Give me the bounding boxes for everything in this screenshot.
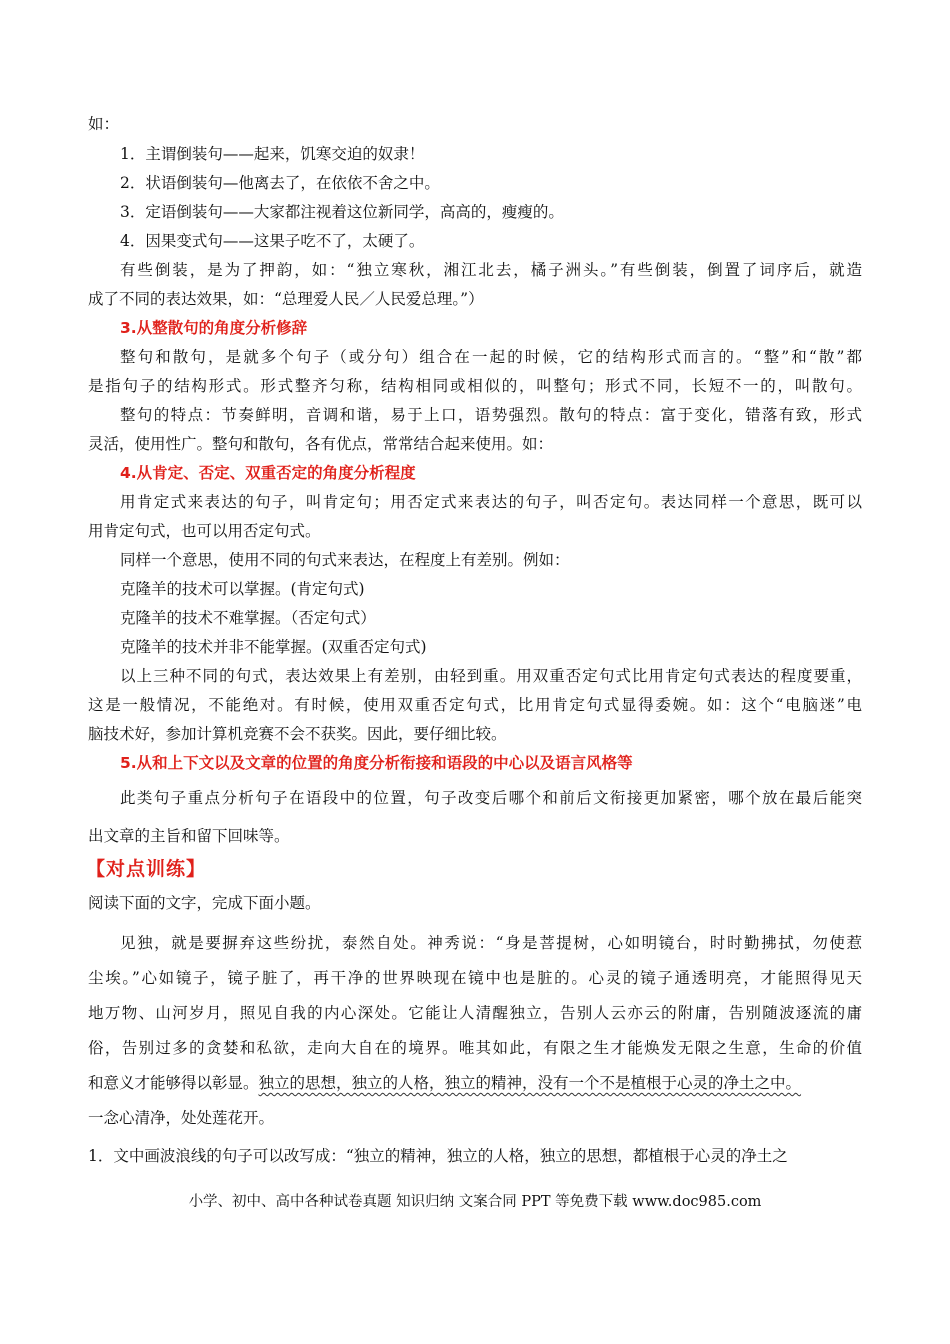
paragraph-line: 出文章的主旨和留下回味等。 [88, 827, 290, 845]
instruction-text: 阅读下面的文字，完成下面小题。 [88, 894, 321, 912]
passage-line: 一念心清净，处处莲花开。 [88, 1109, 275, 1127]
paragraph-line: 脑技术好，参加计算机竞赛不会不获奖。因此，要仔细比较。 [88, 725, 507, 743]
passage-line: 地万物、山河岁月，照见自我的内心深处。它能让人清醒独立，告别人云亦云的附庸，告别随波逐流的庸 [88, 1004, 862, 1022]
example-item: 2．状语倒装句—他离去了，在依依不舍之中。 [120, 174, 440, 192]
paragraph-line: 用肯定式来表达的句子，叫肯定句；用否定式来表达的句子，叫否定句。表达同样一个意思，既可以 [120, 493, 862, 511]
intro-text: 如： [88, 115, 120, 133]
wavy-underlined-sentence: 独立的思想，独立的人格，独立的精神，没有一个不是植根于心灵的净土之中。 [258, 1074, 802, 1092]
paragraph-line: 整句和散句，是就多个句子（或分句）组合在一起的时候，它的结构形式而言的。“整”和“散”都 [120, 348, 862, 366]
passage-line [88, 1073, 862, 1093]
paragraph-line: 用肯定句式，也可以用否定句式。 [88, 522, 321, 540]
paragraph-line: 灵活，使用性广。整句和散句，各有优点，常常结合起来使用。如： [88, 435, 554, 453]
passage-line: 见独，就是要摒弃这些纷扰，泰然自处。神秀说：“身是菩提树，心如明镜台，时时勤拂拭，勿使惹 [120, 934, 862, 952]
question-1: 1．文中画波浪线的句子可以改写成：“独立的精神，独立的人格，独立的思想，都植根于心灵的净土之 [88, 1147, 788, 1165]
section-heading-5: 5.从和上下文以及文章的位置的角度分析衔接和语段的中心以及语言风格等 [120, 754, 633, 772]
paragraph-line: 同样一个意思，使用不同的句式来表达，在程度上有差别。例如： [120, 551, 570, 569]
example-item: 4．因果变式句——这果子吃不了，太硬了。 [120, 232, 425, 250]
example-sentence: 克隆羊的技术不难掌握。（否定句式） [120, 609, 376, 627]
example-sentence: 克隆羊的技术可以掌握。(肯定句式) [120, 580, 365, 598]
page-footer: 小学、初中、高中各种试卷真题 知识归纳 文案合同 PPT 等免费下载 www.doc985.com [188, 1194, 762, 1210]
example-sentence: 克隆羊的技术并非不能掌握。(双重否定句式) [120, 638, 427, 656]
passage-line: 俗，告别过多的贪婪和私欲，走向大自在的境界。唯其如此，有限之生才能焕发无限之生意，生命的价值 [88, 1039, 862, 1057]
passage-line: 尘埃。”心如镜子，镜子脏了，再干净的世界映现在镜中也是脏的。心灵的镜子通透明亮，才能照得见天 [88, 969, 862, 987]
paragraph-line: 成了不同的表达效果，如：“总理爱人民／人民爱总理。”） [88, 290, 484, 308]
example-item: 1．主谓倒装句——起来，饥寒交迫的奴隶！ [120, 145, 425, 163]
paragraph-line: 这是一般情况，不能绝对。有时候，使用双重否定句式，比用肯定句式显得委婉。如：这个“电脑迷”电 [88, 696, 862, 714]
section-heading-4: 4.从肯定、否定、双重否定的角度分析程度 [120, 464, 416, 482]
training-section-title: 【对点训练】 [86, 858, 207, 880]
paragraph-line: 此类句子重点分析句子在语段中的位置，句子改变后哪个和前后文衔接更加紧密，哪个放在最后能突 [120, 789, 862, 807]
paragraph-line: 整句的特点：节奏鲜明，音调和谐，易于上口，语势强烈。散句的特点：富于变化，错落有致，形式 [120, 406, 862, 424]
paragraph-line: 是指句子的结构形式。形式整齐匀称，结构相同或相似的，叫整句；形式不同，长短不一的，叫散句。 [88, 377, 862, 395]
paragraph-line: 有些倒装，是为了押韵，如：“独立寒秋，湘江北去，橘子洲头。”有些倒装，倒置了词序后，就造 [120, 261, 862, 279]
passage-text: 和意义才能够得以彰显。 [88, 1074, 259, 1092]
paragraph-line: 以上三种不同的句式，表达效果上有差别，由轻到重。用双重否定句式比用肯定句式表达的程度要重， [120, 667, 862, 685]
example-item: 3．定语倒装句——大家都注视着这位新同学，高高的，瘦瘦的。 [120, 203, 564, 221]
section-heading-3: 3.从整散句的角度分析修辞 [120, 319, 308, 337]
